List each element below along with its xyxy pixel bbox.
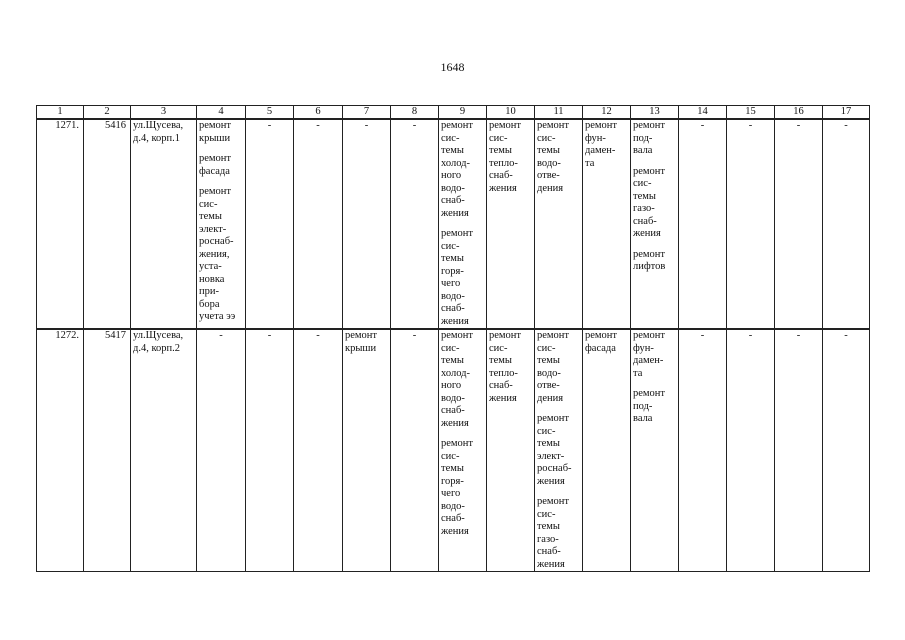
work-item-line: фасада: [199, 165, 230, 177]
work-item-line: сис-: [537, 425, 556, 437]
work-item: [633, 120, 676, 158]
work-cell-col-16: [775, 329, 823, 572]
work-item-line: снаб-: [441, 195, 465, 206]
empty-dash: -: [364, 120, 369, 131]
column-number-15: 15: [727, 106, 775, 120]
work-item-line: холод-: [441, 367, 470, 379]
work-item: [633, 166, 676, 241]
work-item-line: водо-: [441, 392, 465, 404]
work-item: [489, 120, 532, 195]
row-number: 1271.: [37, 119, 84, 329]
work-item-line: сис-: [537, 132, 556, 144]
work-item: [537, 413, 580, 488]
work-item-line: ремонт: [537, 120, 570, 131]
work-item-line: крыши: [345, 342, 377, 354]
row-number: 1272.: [37, 329, 84, 572]
work-item-line: бора: [199, 298, 220, 310]
work-cell-col-15: [727, 329, 775, 572]
empty-dash: -: [700, 120, 705, 131]
work-cell-col-14: [679, 119, 727, 329]
work-item-line: сис-: [489, 132, 508, 144]
building-code: 5417: [84, 329, 131, 572]
work-item-line: ремонт: [489, 120, 522, 131]
work-cell-col-17: [823, 119, 870, 329]
column-number-9: 9: [439, 106, 487, 120]
work-cell-col-7: [343, 329, 391, 572]
work-item-line: темы: [633, 190, 656, 202]
work-item: [633, 249, 676, 274]
work-item-line: жения: [537, 475, 565, 487]
work-item: [585, 330, 628, 355]
work-item-line: тепло-: [489, 367, 518, 379]
work-item-line: ремонт: [441, 228, 474, 239]
work-item-line: жения: [489, 182, 517, 194]
table-row: [37, 329, 870, 572]
work-item-line: сис-: [441, 450, 460, 462]
work-cell-col-9: [439, 119, 487, 329]
work-item-line: под-: [633, 400, 653, 412]
work-item-line: газо-: [633, 203, 655, 214]
empty-dash: -: [316, 120, 320, 131]
address-line: ул.Щусева,: [133, 120, 184, 131]
work-item-line: ного: [441, 170, 462, 181]
work-item-line: темы: [489, 145, 512, 156]
work-item: [441, 438, 484, 538]
work-item-line: ремонт: [633, 120, 666, 131]
work-item: [441, 120, 484, 220]
column-number-11: 11: [535, 106, 583, 120]
work-item-line: сис-: [199, 198, 218, 210]
work-cell-col-10: [487, 329, 535, 572]
address-line: д.4, корп.1: [133, 132, 181, 144]
column-number-3: 3: [131, 106, 197, 120]
work-item-line: ремонт: [633, 165, 666, 177]
column-number-10: 10: [487, 106, 535, 120]
column-number-17: 17: [823, 106, 870, 120]
work-item-line: ремонт: [537, 413, 570, 424]
empty-dash: -: [844, 330, 848, 341]
work-item-line: жения: [633, 228, 661, 239]
empty-dash: -: [700, 330, 705, 341]
work-item-line: ремонт: [441, 438, 474, 449]
work-cell-col-4: [197, 119, 246, 329]
work-item-line: ремонт: [585, 120, 618, 131]
empty-dash: -: [796, 330, 801, 341]
work-item-line: тепло-: [489, 157, 518, 169]
work-item-line: учета ээ: [199, 311, 236, 322]
work-item-line: сис-: [441, 132, 460, 144]
work-item-line: чего: [441, 488, 461, 499]
work-item-line: темы: [537, 438, 560, 449]
address-cell: [131, 329, 197, 572]
work-item-line: снаб-: [441, 303, 465, 314]
work-item-line: темы: [441, 145, 464, 156]
column-number-1: 1: [37, 106, 84, 120]
work-item-line: жения: [537, 558, 565, 570]
work-item-line: снаб-: [489, 380, 513, 391]
work-item-line: дения: [537, 392, 564, 404]
work-item-line: та: [633, 367, 643, 379]
empty-dash: -: [796, 120, 801, 131]
work-item: [199, 120, 243, 145]
empty-dash: -: [844, 120, 848, 131]
column-number-13: 13: [631, 106, 679, 120]
empty-dash: -: [316, 330, 320, 341]
work-item-line: вала: [633, 413, 653, 424]
work-item: [489, 330, 532, 405]
empty-dash: -: [267, 330, 272, 341]
work-item-line: водо-: [441, 500, 465, 512]
work-item-line: чего: [441, 278, 461, 289]
address-line: ул.Щусева,: [133, 330, 184, 341]
work-item-line: сис-: [633, 178, 652, 189]
work-item-line: жения: [441, 417, 469, 429]
work-cell-col-4: [197, 329, 246, 572]
work-item-line: ремонт: [537, 330, 570, 341]
work-item-line: жения: [441, 525, 469, 537]
building-code: 5416: [84, 119, 131, 329]
work-item: [537, 330, 580, 405]
page-number: 1648: [440, 60, 465, 74]
work-item: [345, 330, 388, 355]
work-item-line: водо-: [441, 182, 465, 194]
address-cell: [131, 119, 197, 329]
work-item-line: горя-: [441, 265, 464, 277]
empty-dash: -: [219, 330, 223, 341]
work-item-line: ремонт: [537, 496, 570, 507]
work-cell-col-15: [727, 119, 775, 329]
work-item-line: газо-: [537, 533, 559, 545]
work-item-line: фасада: [585, 342, 616, 354]
work-item-line: дения: [537, 182, 564, 194]
work-item-line: холод-: [441, 157, 470, 169]
work-item-line: темы: [537, 145, 560, 156]
empty-dash: -: [267, 120, 272, 131]
work-item-line: под-: [633, 132, 653, 144]
work-item-line: при-: [199, 286, 219, 297]
work-item-line: темы: [441, 355, 464, 366]
work-item-line: сис-: [489, 342, 508, 354]
work-item-line: ремонт: [199, 153, 232, 164]
work-cell-col-12: [583, 119, 631, 329]
work-item-line: крыши: [199, 132, 231, 144]
work-item-line: та: [585, 157, 595, 169]
work-item-line: сис-: [441, 240, 460, 252]
work-item-line: жения: [489, 392, 517, 404]
work-cell-col-5: [246, 329, 294, 572]
work-item-line: ремонт: [441, 330, 474, 341]
table-row: [37, 119, 870, 329]
work-item-line: сис-: [537, 342, 556, 354]
work-item-line: снаб-: [537, 546, 561, 557]
work-cell-col-17: [823, 329, 870, 572]
work-item-line: снаб-: [441, 513, 465, 524]
work-item-line: фун-: [633, 342, 654, 354]
work-item-line: дамен-: [633, 355, 664, 366]
work-item-line: роснаб-: [537, 463, 572, 474]
work-item-line: сис-: [537, 508, 556, 520]
work-item-line: сис-: [441, 342, 460, 354]
column-number-16: 16: [775, 106, 823, 120]
work-item: [537, 120, 580, 195]
work-item-line: новка: [199, 273, 225, 285]
work-item-line: элект-: [199, 223, 227, 235]
work-item: [199, 153, 243, 178]
column-number-8: 8: [391, 106, 439, 120]
work-item-line: жения: [441, 315, 469, 327]
column-number-row: [37, 106, 870, 120]
work-item-line: элект-: [537, 450, 565, 462]
work-item-line: водо-: [537, 157, 561, 169]
work-item-line: снаб-: [441, 405, 465, 416]
work-item-line: темы: [441, 463, 464, 474]
work-item-line: ремонт: [489, 330, 522, 341]
work-cell-col-13: [631, 329, 679, 572]
work-item: [633, 330, 676, 380]
repair-schedule-table: [36, 105, 870, 572]
work-item-line: снаб-: [633, 215, 657, 227]
work-cell-col-8: [391, 119, 439, 329]
work-item-line: роснаб-: [199, 236, 234, 247]
column-number-7: 7: [343, 106, 391, 120]
work-item-line: вала: [633, 145, 653, 156]
work-item-line: темы: [199, 211, 222, 222]
work-item-line: ремонт: [633, 388, 666, 399]
column-number-12: 12: [583, 106, 631, 120]
work-item-line: жения: [441, 207, 469, 219]
work-item-line: ремонт: [585, 330, 618, 341]
work-item-line: лифтов: [633, 261, 666, 272]
column-number-14: 14: [679, 106, 727, 120]
work-item-line: фун-: [585, 132, 606, 144]
work-item: [537, 496, 580, 571]
work-cell-col-12: [583, 329, 631, 572]
work-item-line: снаб-: [489, 170, 513, 181]
work-item-line: темы: [489, 355, 512, 366]
work-cell-col-6: [294, 119, 343, 329]
work-item: [441, 330, 484, 430]
work-item: [199, 186, 243, 324]
work-item-line: ремонт: [633, 248, 666, 260]
work-item-line: темы: [441, 253, 464, 264]
work-item-line: жения,: [199, 248, 230, 260]
empty-dash: -: [412, 120, 417, 131]
empty-dash: -: [748, 120, 753, 131]
column-number-4: 4: [197, 106, 246, 120]
work-item-line: темы: [537, 521, 560, 532]
empty-dash: -: [748, 330, 753, 341]
work-item-line: ремонт: [199, 186, 232, 197]
work-item-line: дамен-: [585, 145, 616, 156]
work-item-line: ремонт: [441, 120, 474, 131]
work-cell-col-6: [294, 329, 343, 572]
work-cell-col-11: [535, 119, 583, 329]
work-item-line: ремонт: [199, 120, 232, 131]
work-item-line: уста-: [199, 261, 222, 272]
work-cell-col-8: [391, 329, 439, 572]
work-cell-col-9: [439, 329, 487, 572]
work-cell-col-14: [679, 329, 727, 572]
empty-dash: -: [412, 330, 417, 341]
work-cell-col-16: [775, 119, 823, 329]
work-item-line: ного: [441, 380, 462, 391]
work-cell-col-13: [631, 119, 679, 329]
work-item-line: ремонт: [345, 330, 378, 341]
column-number-2: 2: [84, 106, 131, 120]
work-item-line: темы: [537, 355, 560, 366]
work-cell-col-10: [487, 119, 535, 329]
work-cell-col-11: [535, 329, 583, 572]
work-item-line: горя-: [441, 475, 464, 487]
work-item-line: водо-: [537, 367, 561, 379]
work-item-line: водо-: [441, 290, 465, 302]
work-cell-col-5: [246, 119, 294, 329]
work-item-line: ремонт: [633, 330, 666, 341]
work-item: [633, 388, 676, 426]
column-number-6: 6: [294, 106, 343, 120]
work-item-line: отве-: [537, 380, 560, 391]
work-item-line: отве-: [537, 170, 560, 181]
column-number-5: 5: [246, 106, 294, 120]
work-item: [441, 228, 484, 328]
work-item: [585, 120, 628, 170]
work-cell-col-7: [343, 119, 391, 329]
address-line: д.4, корп.2: [133, 342, 181, 354]
